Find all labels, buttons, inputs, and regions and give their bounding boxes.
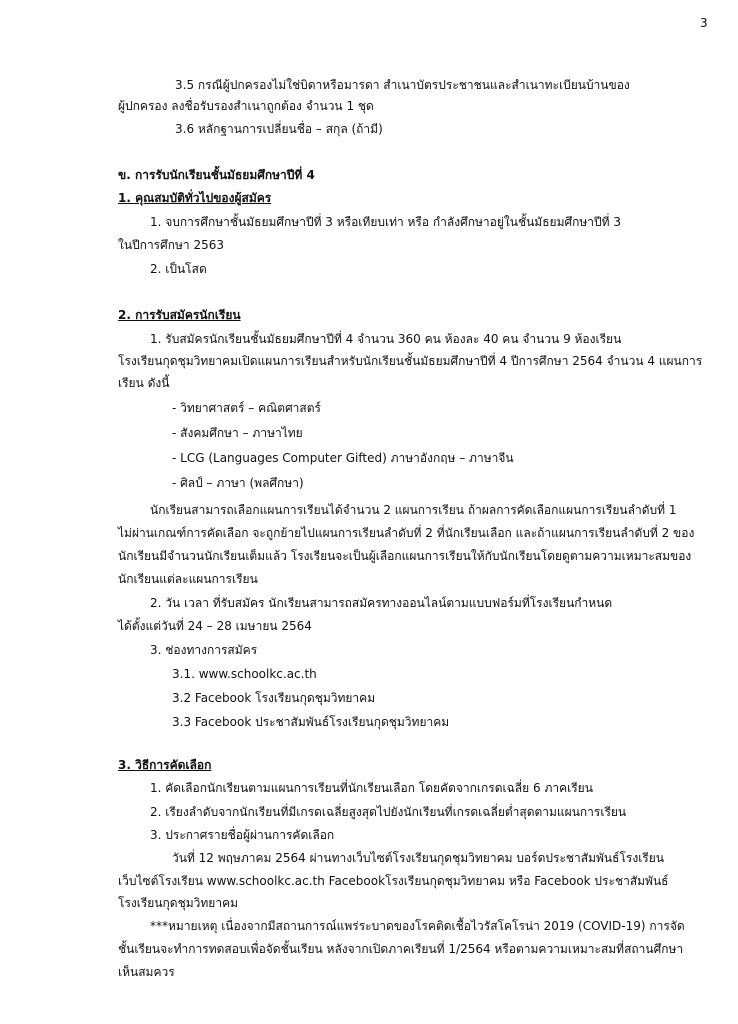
part-1-heading: 1. คุณสมบัติทั่วไปของผู้สมัคร	[118, 191, 272, 205]
note-line-3: เห็นสมควร	[118, 965, 175, 979]
plan-item: - ศิลป์ – ภาษา (พลศึกษา)	[172, 476, 304, 490]
selection-3: 3. ประกาศรายชื่อผู้ผ่านการคัดเลือก	[150, 828, 335, 842]
registration-1-line-2: โรงเรียนกุดชุมวิทยาคมเปิดแผนการเรียนสำหรับนักเรียนชั้นมัธยมศึกษาปีที่ 4 ปีการศึกษา 2564 จำนวน 4 แผนการ	[118, 354, 703, 368]
registration-1-line-3: เรียน ดังนี้	[118, 376, 170, 390]
plan-item: - LCG (Languages Computer Gifted) ภาษาอังกฤษ – ภาษาจีน	[172, 451, 514, 465]
registration-1-line-1: 1. รับสมัครนักเรียนชั้นมัธยมศึกษาปีที่ 4 จำนวน 360 คน ห้องละ 40 คน จำนวน 9 ห้องเรียน	[150, 332, 622, 346]
registration-3: 3. ช่องทางการสมัคร	[150, 643, 258, 657]
qualification-1-line-1: 1. จบการศึกษาชั้นมัธยมศึกษาปีที่ 3 หรือเทียบเท่า หรือ กำลังศึกษาอยู่ในชั้นมัธยมศึกษาปีที่ 3	[150, 215, 621, 229]
item-3-6: 3.6 หลักฐานการเปลี่ยนชื่อ – สกุล (ถ้ามี)	[175, 122, 383, 136]
plan-item: - วิทยาศาสตร์ – คณิตศาสตร์	[172, 401, 321, 415]
note-line-2: ชั้นเรียนจะทำการทดสอบเพื่อจัดชั้นเรียน หลังจากเปิดภาคเรียนที่ 1/2564 หรือตามความเหมาะสมที่สถานศึกษา	[118, 942, 684, 956]
page-number: 3	[700, 16, 708, 30]
plan-choice-para-line-4: นักเรียนแต่ละแผนการเรียน	[118, 572, 258, 586]
selection-1: 1. คัดเลือกนักเรียนตามแผนการเรียนที่นักเรียนเลือก โดยคัดจากเกรดเฉลี่ย 6 ภาคเรียน	[150, 781, 593, 795]
channel-item: 3.1. www.schoolkc.ac.th	[172, 667, 317, 681]
selection-2: 2. เรียงลำดับจากนักเรียนที่มีเกรดเฉลี่ยสูงสุดไปยังนักเรียนที่เกรดเฉลี่ยต่ำสุดตามแผนการเรียน	[150, 805, 627, 819]
qualification-2: 2. เป็นโสด	[150, 262, 207, 276]
section-b-heading: ข. การรับนักเรียนชั้นมัธยมศึกษาปีที่ 4	[118, 168, 315, 182]
note-line-1: ***หมายเหตุ เนื่องจากมีสถานการณ์แพร่ระบาดของโรคติดเชื้อไวรัสโคโรน่า 2019 (COVID-19) การจัด	[150, 919, 685, 933]
announce-line-3: โรงเรียนกุดชุมวิทยาคม	[118, 896, 238, 910]
item-3-5-line-2: ผู้ปกครอง ลงชื่อรับรองสำเนาถูกต้อง จำนวน 1 ชุด	[118, 99, 374, 113]
part-3-heading: 3. วิธีการคัดเลือก	[118, 758, 212, 772]
plan-choice-para-line-2: ไม่ผ่านเกณฑ์การคัดเลือก จะถูกย้ายไปแผนการเรียนลำดับที่ 2 ที่นักเรียนเลือก และถ้าแผนการเรียนลำดับที่ 2 ของ	[118, 526, 695, 540]
qualification-1-line-2: ในปีการศึกษา 2563	[118, 238, 225, 252]
registration-2-line-1: 2. วัน เวลา ที่รับสมัคร นักเรียนสามารถสมัครทางออนไลน์ตามแบบฟอร์มที่โรงเรียนกำหนด	[150, 596, 613, 610]
channel-item: 3.3 Facebook ประชาสัมพันธ์โรงเรียนกุดชุมวิทยาคม	[172, 715, 450, 729]
item-3-5-line-1: 3.5 กรณีผู้ปกครองไม่ใช่บิดาหรือมารดา สำเนาบัตรประชาชนและสำเนาทะเบียนบ้านของ	[175, 78, 630, 92]
registration-2-line-2: ได้ตั้งแต่วันที่ 24 – 28 เมษายน 2564	[118, 619, 312, 633]
plan-item: - สังคมศึกษา – ภาษาไทย	[172, 426, 303, 440]
announce-line-2: เว็บไซต์โรงเรียน www.schoolkc.ac.th Facebookโรงเรียนกุดชุมวิทยาคม หรือ Facebook ประชาสัมพันธ์	[118, 874, 669, 888]
channel-item: 3.2 Facebook โรงเรียนกุดชุมวิทยาคม	[172, 691, 376, 705]
part-2-heading: 2. การรับสมัครนักเรียน	[118, 308, 241, 322]
plan-choice-para-line-3: นักเรียนมีจำนวนนักเรียนเต็มแล้ว โรงเรียนจะเป็นผู้เลือกแผนการเรียนให้กับนักเรียนโดยดูตามความเหมาะสมของ	[118, 549, 692, 563]
plan-choice-para-line-1: นักเรียนสามารถเลือกแผนการเรียนได้จำนวน 2 แผนการเรียน ถ้าผลการคัดเลือกแผนการเรียนลำดับที่ 1	[150, 503, 677, 517]
announce-line-1: วันที่ 12 พฤษภาคม 2564 ผ่านทางเว็บไซต์โรงเรียนกุดชุมวิทยาคม บอร์ดประชาสัมพันธ์โรงเรียน	[172, 851, 664, 865]
